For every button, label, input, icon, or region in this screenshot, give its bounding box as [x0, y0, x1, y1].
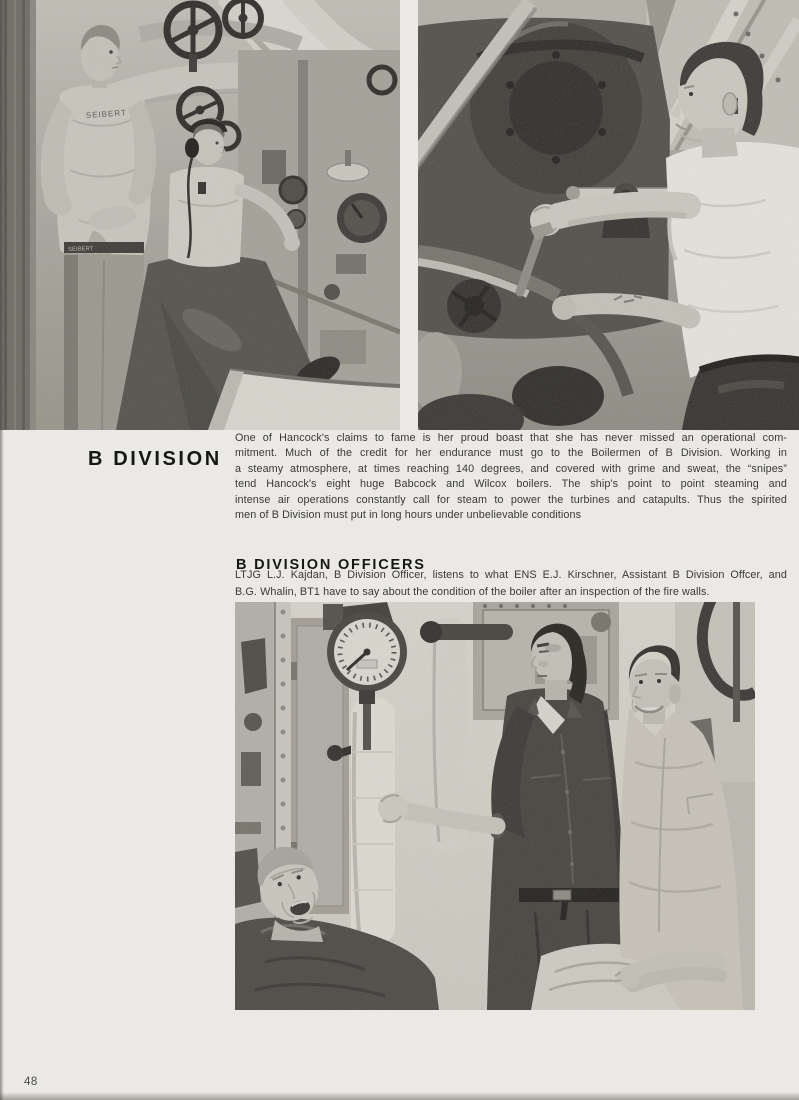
fire-room-watch-illustration — [0, 0, 400, 430]
officers-caption — [235, 567, 787, 600]
section-title: B DIVISION — [88, 448, 222, 471]
sailor-wrench-illustration — [418, 0, 799, 430]
photo-sailor-wrench — [418, 0, 799, 430]
body-line: intense air operations constantly call for steam to power the turbines and catapults. Thus the spirited — [235, 493, 787, 506]
body-line: a steamy atmosphere, at times reaching 140 degrees, and covered with grime and sweat, the “snipes” — [235, 462, 787, 475]
division-officers-illustration — [235, 602, 755, 1010]
officers-title: B DIVISION OFFICERS — [236, 557, 426, 574]
caption-line: LTJG L.J. Kajdan, B Division Officer, listens to what ENS E.J. Kirschner, Assistant B Division Offcer, and — [235, 569, 787, 581]
body-line: One of Hancock's claims to fame is her proud boast that she has never missed an operational com- — [235, 432, 787, 444]
scan-edge-bottom — [0, 1092, 799, 1100]
body-line: mitment. Much of the credit for her endurance must go to the Boilermen of B Division. Working in — [235, 447, 787, 460]
photo-division-officers — [235, 602, 755, 1010]
division-body-text — [235, 431, 787, 523]
page-number: 48 — [24, 1076, 38, 1088]
caption-line: B.G. Whalin, BT1 have to say about the condition of the boiler after an inspection of the fire walls. — [235, 585, 710, 598]
body-line: men of B Division must put in long hours under unbelievable conditions — [235, 509, 582, 522]
photo-fire-room-watch — [0, 0, 400, 430]
body-line: tend Hancock's eight huge Babcock and Wilcox boilers. The ship's point to point steaming and — [235, 478, 787, 491]
